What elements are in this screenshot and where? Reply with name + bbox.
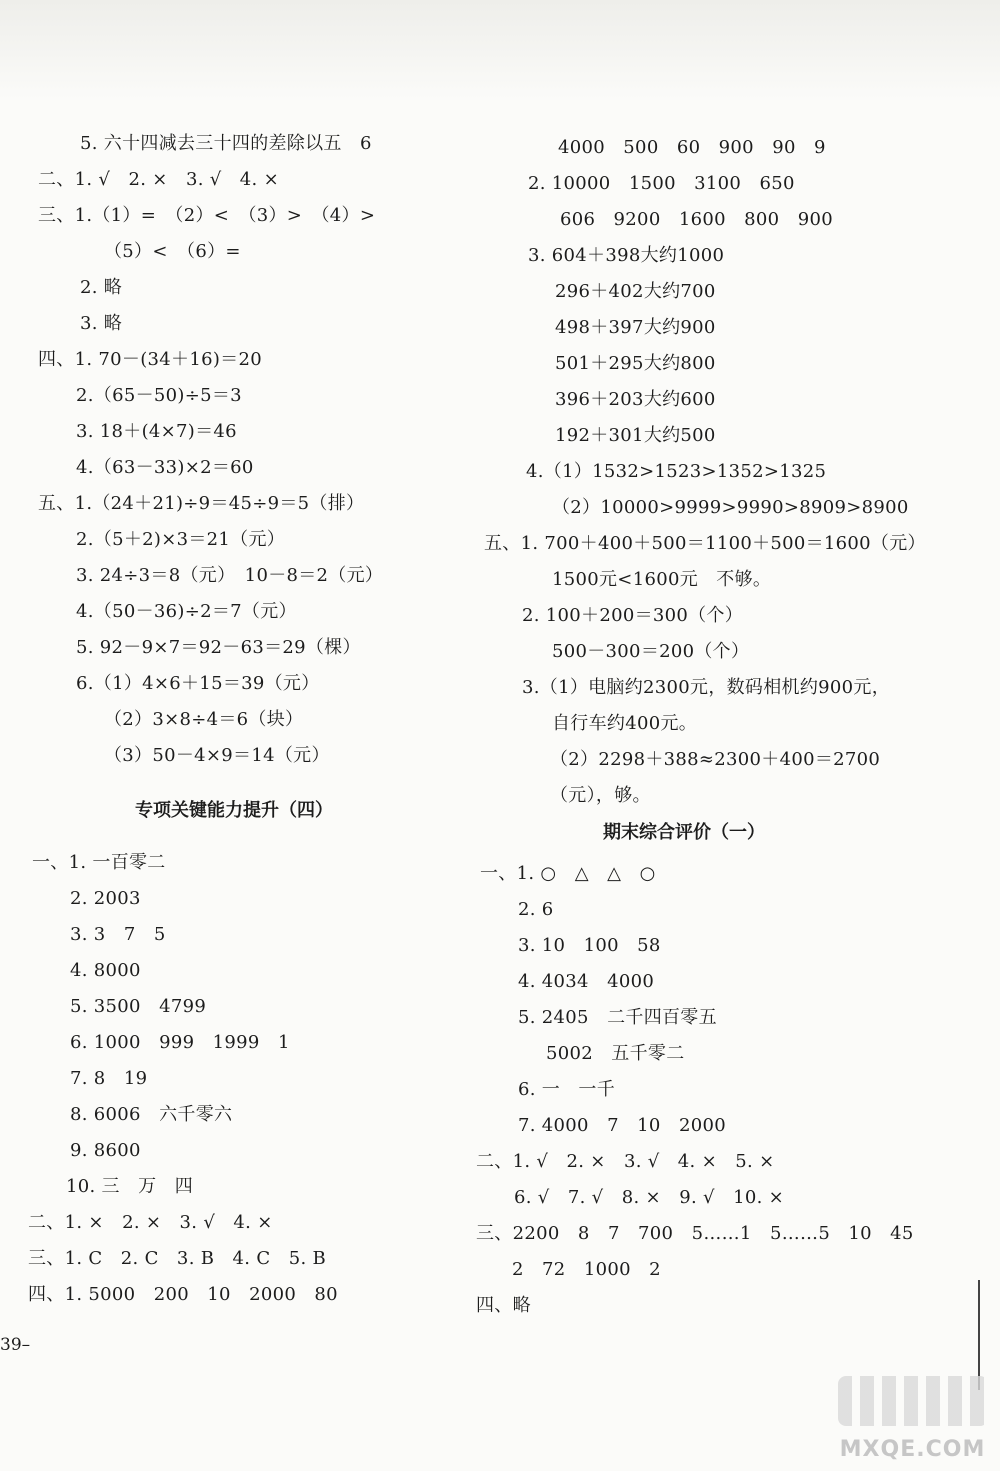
answer-line: 6. √ 7. √ 8. × 9. √ 10. ×: [514, 1187, 785, 1208]
answer-line: 二、1. √ 2. × 3. √ 4. ×: [38, 169, 279, 190]
answer-line: 7. 8 19: [70, 1068, 148, 1089]
answer-line: 三、2200 8 7 700 5……1 5……5 10 45: [476, 1223, 914, 1244]
answer-line: 3. 略: [80, 313, 123, 334]
answer-line: 4. 8000: [70, 960, 141, 981]
answer-line: 2. 略: [80, 277, 123, 298]
answer-line: 2. 10000 1500 3100 650: [528, 173, 795, 194]
answer-line: 2.（65－50)÷5＝3: [76, 385, 242, 406]
answer-line: 2. 6: [518, 899, 554, 920]
answer-line: 五、1. 700＋400＋500＝1100＋500＝1600（元）: [484, 533, 926, 554]
answer-line: 3. 18＋(4×7)＝46: [76, 421, 237, 442]
answer-line: 6. 一 一千: [518, 1079, 615, 1100]
answer-line: 二、1. × 2. × 3. √ 4. ×: [28, 1212, 273, 1233]
section-title: 期末综合评价（一）: [603, 822, 765, 843]
page-number: 39–: [0, 1335, 31, 1355]
answer-line: 500－300＝200（个）: [552, 641, 750, 662]
watermark-text: MXQE.COM: [839, 1437, 986, 1462]
answer-line: 一、1. 一百零二: [32, 852, 166, 873]
answer-line: 四、1. 70－(34＋16)＝20: [38, 349, 262, 370]
answer-line: 4.（50－36)÷2＝7（元）: [76, 601, 297, 622]
answer-line: 10. 三 万 四: [66, 1176, 194, 1197]
answer-line: 3. 10 100 58: [518, 935, 661, 956]
answer-line: 二、1. √ 2. × 3. √ 4. × 5. ×: [476, 1151, 775, 1172]
answer-line: （5）< （6）=: [104, 241, 241, 262]
answer-line: 2. 100＋200＝300（个）: [522, 605, 744, 626]
answer-line: 396＋203大约600: [555, 389, 716, 410]
answer-line: 498＋397大约900: [555, 317, 716, 338]
answer-line: （2）10000>9999>9990>8909>8900: [552, 497, 909, 518]
answer-line: 7. 4000 7 10 2000: [518, 1115, 726, 1136]
answer-line: 4. 4034 4000: [518, 971, 655, 992]
answer-line: 606 9200 1600 800 900: [560, 209, 833, 230]
margin-rule: [978, 1280, 980, 1390]
answer-line: 296＋402大约700: [555, 281, 716, 302]
answer-line: 2.（5＋2)×3＝21（元）: [76, 529, 286, 550]
answer-line: 5002 五千零二: [546, 1043, 685, 1064]
answer-line: 五、1.（24＋21)÷9＝45÷9＝5（排）: [38, 493, 365, 514]
answer-line: 5. 3500 4799: [70, 996, 207, 1017]
answer-line: 6. 1000 999 1999 1: [70, 1032, 290, 1053]
answer-line: 5. 92－9×7＝92－63＝29（棵）: [76, 637, 361, 658]
answer-line: 3. 24÷3＝8（元） 10－8＝2（元）: [76, 565, 384, 586]
answer-line: 501＋295大约800: [555, 353, 716, 374]
answer-line: 6.（1）4×6＋15＝39（元）: [76, 673, 320, 694]
section-title: 专项关键能力提升（四）: [135, 800, 333, 821]
answer-line: 四、略: [476, 1295, 531, 1316]
answer-line: 4.（63－33)×2＝60: [76, 457, 254, 478]
answer-line: 3. 604＋398大约1000: [528, 245, 725, 266]
answer-line: 3.（1）电脑约2300元，数码相机约900元，: [522, 677, 890, 698]
answer-line: 8. 6006 六千零六: [70, 1104, 233, 1125]
answer-line: （元），够。: [550, 785, 651, 806]
watermark: [830, 1376, 995, 1466]
answer-line: 三、1. C 2. C 3. B 4. C 5. B: [28, 1248, 327, 1269]
answer-line: 5. 六十四减去三十四的差除以五 6: [80, 133, 372, 154]
answer-line: 4000 500 60 900 90 9: [558, 137, 826, 158]
answer-line: （2）3×8÷4＝6（块）: [104, 709, 304, 730]
answer-line: 5. 2405 二千四百零五: [518, 1007, 717, 1028]
answer-line: 三、1.（1）= （2）< （3）> （4）>: [38, 205, 376, 226]
answer-line: 2. 2003: [70, 888, 141, 909]
answer-line: 自行车约400元。: [552, 713, 698, 734]
answer-line: 192＋301大约500: [555, 425, 716, 446]
answer-line: （2）2298＋388≈2300＋400＝2700: [550, 749, 881, 770]
answer-line: （3）50－4×9＝14（元）: [104, 745, 330, 766]
answer-line: 9. 8600: [70, 1140, 141, 1161]
answer-line: 1500元<1600元 不够。: [552, 569, 772, 590]
answer-line: 4.（1）1532>1523>1352>1325: [526, 461, 827, 482]
answer-line: 四、1. 5000 200 10 2000 80: [28, 1284, 338, 1305]
watermark-logo-icon: [838, 1376, 988, 1426]
answer-line: 3. 3 7 5: [70, 924, 166, 945]
answer-line: 一、1. ○ △ △ ○: [480, 863, 656, 884]
answer-line: 2 72 1000 2: [512, 1259, 661, 1280]
scan-shade: [0, 0, 1000, 100]
